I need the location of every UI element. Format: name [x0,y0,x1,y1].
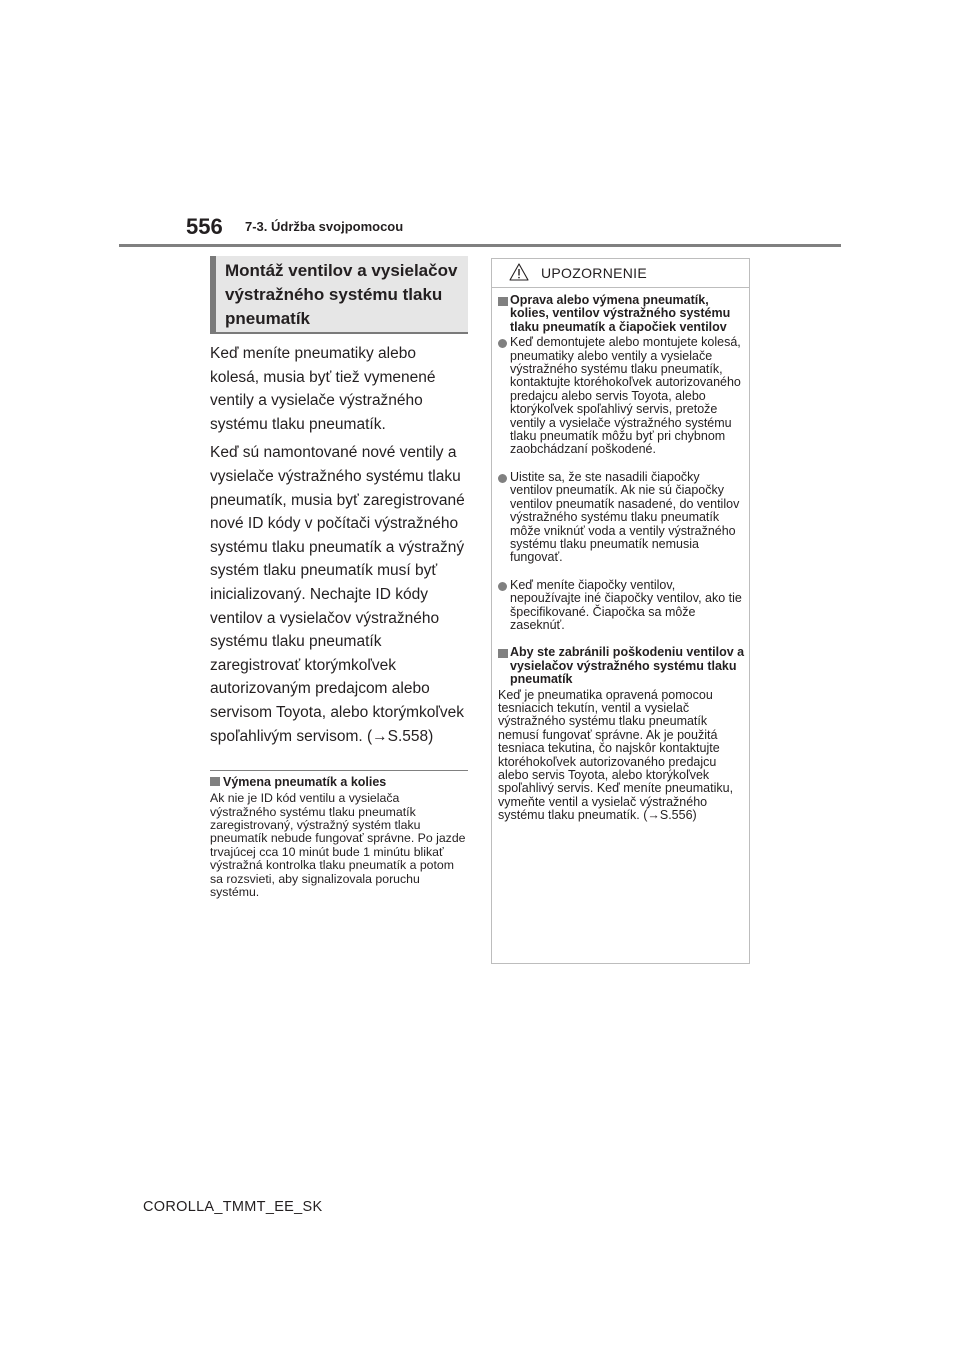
square-bullet-icon [498,297,508,306]
warning-item-text: Keď meníte čiapočky ventilov, nepoužívajte iné čiapočky ventilov, ako tie špecifikované. Čiapočka sa môže zaseknúť. [510,577,742,632]
warning-heading-text: Aby ste zabránili poškodeniu ventilov a vysielačov výstražného systému tlaku pneumatík [510,645,745,687]
warning-heading-text: Oprava alebo výmena pneumatík, kolies, ventilov výstražného systému tlaku pneumatík a čiapočiek ventilov [510,293,731,334]
warning-text: Keď je pneumatika opravená pomocou tesniacich tekutín, ventil a vysielač výstražného systému tlaku pneumatík nemusí fungovať správne. Ak je použitá tesniaca tekutina, čo najskôr kontaktujte ktoréhokoľvek autorizovaného predajcu alebo servis Toyota, alebo ktorýkoľvek spoľahlivý servis. Keď meníte pneumatiku, vymeňte ventil a vysielač výstražného systému tlaku pneumatík. (→S.556) [498,687,734,823]
section-title: 7-3. Údržba svojpomocou [245,219,404,234]
warning-list-item [498,471,745,565]
round-bullet-icon [498,474,507,483]
warning-list-item [498,579,745,633]
warning-item-text: Uistite sa, že ste nasadili čiapočky ventilov pneumatík. Ak nie sú čiapočky ventilov pneumatík nasadené, do ventilov výstražného systému tlaku pneumatík môže vniknúť voda a ventily výstražného systému tlaku pneumatík nemusia fungovať. [510,469,740,565]
subsection-heading [210,774,468,790]
topic-title-box [210,256,468,334]
round-bullet-icon [498,582,507,591]
header-divider [119,244,841,247]
round-bullet-icon [498,339,507,348]
document-footer: COROLLA_TMMT_EE_SK [143,1199,323,1215]
warning-list-item [498,336,745,457]
body-paragraph: Keď meníte pneumatiky alebo kolesá, musia byť tiež vymenené ventily a vysielače výstražného systému tlaku pneumatík. [210,345,436,433]
subsection-divider [210,770,468,771]
square-bullet-icon [498,649,508,658]
subsection-text: Ak nie je ID kód ventilu a vysielača výstražného systému tlaku pneumatík zaregistrovaný, výstražný systém tlaku pneumatík nebude fungovať správne. Po jazde trvajúcej cca 10 minút bude 1 minútu blikať výstražná kontrolka tlaku pneumatík a potom sa rozsvieti, aby signalizovala poruchu systému. [210,791,466,899]
warning-triangle-icon [509,263,529,281]
warning-heading [498,294,745,334]
warning-body [492,288,749,823]
subsection-heading-text: Výmena pneumatík a kolies [223,775,387,790]
warning-header [492,259,749,288]
topic-title: Montáž ventilov a vysielačov výstražného systému tlaku pneumatík [225,261,458,328]
warning-item-text: Keď demontujete alebo montujete kolesá, pneumatiky alebo ventily a vysielače výstražného systému tlaku pneumatík, kontaktujte ktoréhokoľvek autorizovaného predajcu alebo servis Toyota, alebo ktorýkoľvek spoľahlivý servis, pretože ventily a vysielače výstražného systému tlaku pneumatík môžu byť pri chybnom zaobchádzaní poškodené. [510,335,741,457]
warning-box [491,258,750,964]
page-number: 556 [186,214,223,239]
warning-title: UPOZORNENIE [541,265,647,281]
left-column [210,256,468,899]
warning-heading [498,646,745,686]
square-bullet-icon [210,777,220,786]
body-paragraph: Keď sú namontované nové ventily a vysielače výstražného systému tlaku pneumatík, musia byť zaregistrované nové ID kódy v počítači výstražného systému tlaku pneumatík a výstražný systém tlaku pneumatík musí byť inicializovaný. Nechajte ID kódy ventilov a vysielačov výstražného systému tlaku pneumatík zaregistrovať ktorýmkoľvek autorizovaným predajcom alebo servisom Toyota, alebo ktorýmkoľvek spoľahlivým servisom. (→S.558) [210,444,465,745]
